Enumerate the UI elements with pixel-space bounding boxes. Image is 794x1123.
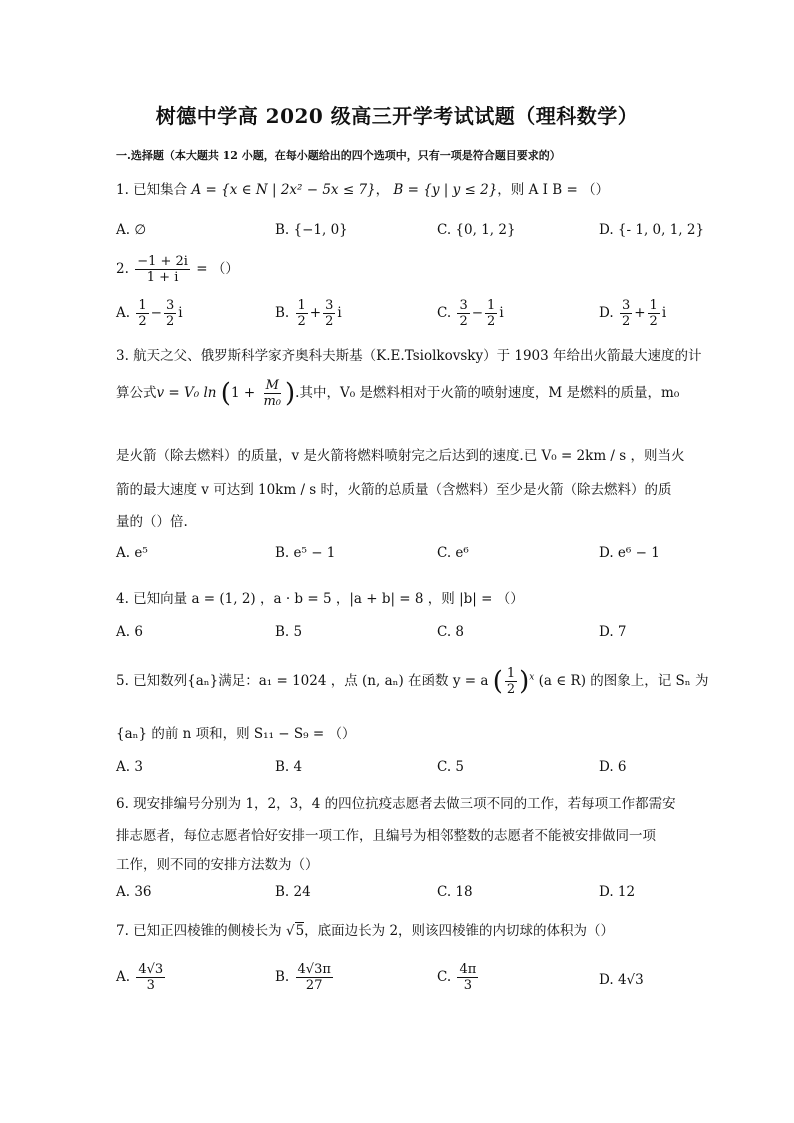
q7-c-letter: C. bbox=[437, 969, 452, 985]
q2-c-letter: C. bbox=[437, 305, 452, 321]
q2-a-i: i bbox=[178, 305, 183, 321]
q2-d-d1: 2 bbox=[621, 314, 631, 329]
q7-b-den: 27 bbox=[305, 978, 323, 993]
q3-formula-one: 1 + bbox=[230, 385, 256, 401]
q3-line-3: 是火箭（除去燃料）的质量，v 是火箭将燃料喷射完之后达到的速度.已 V₀ = 2km / s ，则当火 bbox=[116, 448, 685, 464]
q6-line-2: 排志愿者，每位志愿者恰好安排一项工作，且编号为相邻整数的志愿者不能被安排做同一项 bbox=[116, 828, 656, 844]
q7-a-letter: A. bbox=[116, 969, 131, 985]
q2-b-frac1 bbox=[296, 298, 308, 329]
q5-exponent: x bbox=[529, 672, 535, 683]
q2-c-n1: 3 bbox=[459, 298, 468, 313]
q7-d-text: 4√3 bbox=[617, 972, 644, 988]
q2-b-n2: 3 bbox=[325, 298, 334, 313]
question-7 bbox=[116, 919, 614, 939]
q2-d-n2: 1 bbox=[649, 298, 658, 313]
q2-c-op: − bbox=[471, 305, 484, 321]
q6-line-3: 工作，则不同的安排方法数为（） bbox=[116, 857, 319, 873]
q5-half-den: 2 bbox=[506, 682, 516, 697]
q5-option-b: B. 4 bbox=[275, 759, 303, 775]
q7-a-frac bbox=[136, 962, 165, 993]
q7-sqrt-value: 5 bbox=[295, 923, 305, 939]
q2-a-n1: 1 bbox=[138, 298, 147, 313]
q7-option-b bbox=[275, 962, 335, 993]
q2-d-frac1 bbox=[620, 298, 632, 329]
q2-b-i: i bbox=[337, 305, 342, 321]
q4-option-a: A. 6 bbox=[116, 624, 143, 640]
q3-option-d: D. e⁶ − 1 bbox=[599, 545, 660, 561]
q2-a-d2: 2 bbox=[165, 314, 175, 329]
q1-set-a: A = {x ∈ N | 2x² − 5x ≤ 7} bbox=[191, 182, 376, 198]
q3-option-c: C. e⁶ bbox=[437, 545, 469, 561]
q3-option-a: A. e⁵ bbox=[116, 545, 148, 561]
q6-option-c: C. 18 bbox=[437, 884, 473, 900]
q5-option-d: D. 6 bbox=[599, 759, 627, 775]
q2-a-letter: A. bbox=[116, 305, 131, 321]
q3-line2-pre: 算公式 bbox=[116, 385, 157, 401]
q2-a-frac1 bbox=[136, 298, 148, 329]
q2-denominator: 1 + i bbox=[146, 270, 179, 285]
q7-c-den: 3 bbox=[463, 978, 472, 993]
q7-option-d bbox=[599, 972, 644, 988]
q2-c-n2: 1 bbox=[487, 298, 496, 313]
q2-c-d2: 2 bbox=[487, 314, 496, 329]
q1-option-c: C. {0, 1, 2} bbox=[437, 222, 516, 238]
q3-line-1: 3. 航天之父、俄罗斯科学家齐奥科夫斯基（K.E.Tsiolkovsky）于 1903 年给出火箭最大速度的计 bbox=[116, 348, 702, 364]
q2-c-frac2 bbox=[485, 298, 497, 329]
q5-paren-right: ) bbox=[519, 666, 530, 697]
q7-b-frac bbox=[296, 962, 333, 993]
q3-formula-num: M bbox=[265, 378, 279, 393]
q5-stem-post: (a ∈ R) 的图象上，记 Sₙ 为 bbox=[538, 673, 709, 689]
q2-b-frac2 bbox=[323, 298, 335, 329]
q7-option-c bbox=[437, 962, 480, 993]
q2-c-i: i bbox=[499, 305, 504, 321]
q4-option-c: C. 8 bbox=[437, 624, 465, 640]
q5-stem-pre: 5. 已知数列{aₙ}满足：a₁ = 1024 ，点 (n, aₙ) 在函数 y = a bbox=[116, 673, 489, 689]
q7-b-num: 4√3π bbox=[297, 962, 331, 977]
q5-option-c: C. 5 bbox=[437, 759, 465, 775]
q2-option-b bbox=[275, 298, 342, 329]
q2-numerator: −1 + 2i bbox=[137, 254, 188, 269]
q5-line-1 bbox=[116, 666, 708, 697]
q5-option-a: A. 3 bbox=[116, 759, 143, 775]
q5-half-num: 1 bbox=[506, 666, 516, 681]
q5-paren-left: ( bbox=[492, 666, 503, 697]
q3-formula-pre: v = V₀ ln bbox=[156, 385, 217, 401]
question-4: 4. 已知向量 a = (1, 2) ，a · b = 5 ，|a + b| = 8 ，则 |b| = （） bbox=[116, 591, 524, 607]
q7-c-num: 4π bbox=[459, 962, 477, 977]
q2-a-op: − bbox=[150, 305, 162, 321]
q3-formula-fraction bbox=[261, 378, 283, 409]
q1-option-d: D. {- 1, 0, 1, 2} bbox=[599, 222, 705, 238]
q2-d-op: + bbox=[634, 305, 646, 321]
q2-b-op: + bbox=[309, 305, 322, 321]
q7-c-frac bbox=[457, 962, 478, 993]
q2-b-n1: 1 bbox=[297, 298, 306, 313]
q2-b-d2: 2 bbox=[325, 314, 334, 329]
q5-half bbox=[505, 666, 517, 697]
q1-prefix: 1. 已知集合 bbox=[116, 182, 188, 198]
q1-option-b: B. {−1, 0} bbox=[275, 222, 348, 238]
q2-c-d1: 2 bbox=[459, 314, 468, 329]
q3-line-4: 箭的最大速度 v 可达到 10km / s 时，火箭的总质量（含燃料）至少是火箭（除去燃料）的质 bbox=[116, 482, 672, 498]
q2-option-c bbox=[437, 298, 504, 329]
q1-mid: ， bbox=[375, 182, 390, 198]
q4-option-d: D. 7 bbox=[599, 624, 627, 640]
q6-option-d: D. 12 bbox=[599, 884, 636, 900]
q3-line-2 bbox=[116, 378, 679, 409]
q2-d-n1: 3 bbox=[621, 298, 631, 313]
q1-end: ，则 A I B = （） bbox=[497, 182, 610, 198]
q3-line2-post: .其中，V₀ 是燃料相对于火箭的喷射速度，M 是燃料的质量，m₀ bbox=[295, 385, 680, 401]
q7-option-a bbox=[116, 962, 167, 993]
q7-stem-pre: 7. 已知正四棱锥的侧棱长为 bbox=[116, 923, 282, 939]
q6-line-1: 6. 现安排编号分别为 1，2，3，4 的四位抗疫志愿者去做三项不同的工作，若每项工作都需安 bbox=[116, 796, 676, 812]
q3-paren-left: ( bbox=[220, 378, 231, 409]
q2-a-n2: 3 bbox=[165, 298, 175, 313]
q2-b-letter: B. bbox=[275, 305, 290, 321]
question-1 bbox=[116, 178, 609, 198]
q2-d-letter: D. bbox=[599, 305, 614, 321]
q2-option-d bbox=[599, 298, 666, 329]
q7-a-num: 4√3 bbox=[138, 962, 164, 977]
q7-a-den: 3 bbox=[146, 978, 155, 993]
q2-label: 2. bbox=[116, 261, 129, 277]
q7-d-letter: D. bbox=[599, 972, 614, 988]
q1-set-b: B = {y | y ≤ 2} bbox=[393, 182, 498, 198]
q2-c-frac1 bbox=[457, 298, 469, 329]
q3-option-b: B. e⁵ − 1 bbox=[275, 545, 336, 561]
q2-a-frac2 bbox=[164, 298, 176, 329]
q2-d-frac2 bbox=[648, 298, 660, 329]
q7-stem-post: ，底面边长为 2，则该四棱锥的内切球的体积为（） bbox=[304, 923, 615, 939]
q3-line-5: 量的（）倍. bbox=[116, 514, 188, 530]
q4-option-b: B. 5 bbox=[275, 624, 303, 640]
q6-option-b: B. 24 bbox=[275, 884, 311, 900]
q5-line-2: {aₙ} 的前 n 项和，则 S₁₁ − S₉ = （） bbox=[116, 726, 356, 742]
q2-d-d2: 2 bbox=[649, 314, 658, 329]
q2-b-d1: 2 bbox=[297, 314, 306, 329]
page-title: 树德中学高 2020 级高三开学考试试题（理科数学） bbox=[155, 104, 639, 128]
q2-d-i: i bbox=[661, 305, 667, 321]
q2-tail: = （） bbox=[196, 261, 239, 277]
q3-formula-den: m₀ bbox=[263, 394, 281, 409]
q2-option-a bbox=[116, 298, 183, 329]
q1-option-a: A. ∅ bbox=[116, 222, 147, 238]
q2-a-d1: 2 bbox=[138, 314, 147, 329]
section-heading: 一.选择题（本大题共 12 小题，在每小题给出的四个选项中，只有一项是符合题目要求的） bbox=[116, 149, 561, 162]
q7-sqrt: √5 bbox=[285, 923, 305, 939]
question-2 bbox=[116, 254, 239, 285]
q3-paren-right: ) bbox=[285, 378, 296, 409]
q6-option-a: A. 36 bbox=[116, 884, 152, 900]
q7-b-letter: B. bbox=[275, 969, 290, 985]
q2-fraction bbox=[135, 254, 190, 285]
